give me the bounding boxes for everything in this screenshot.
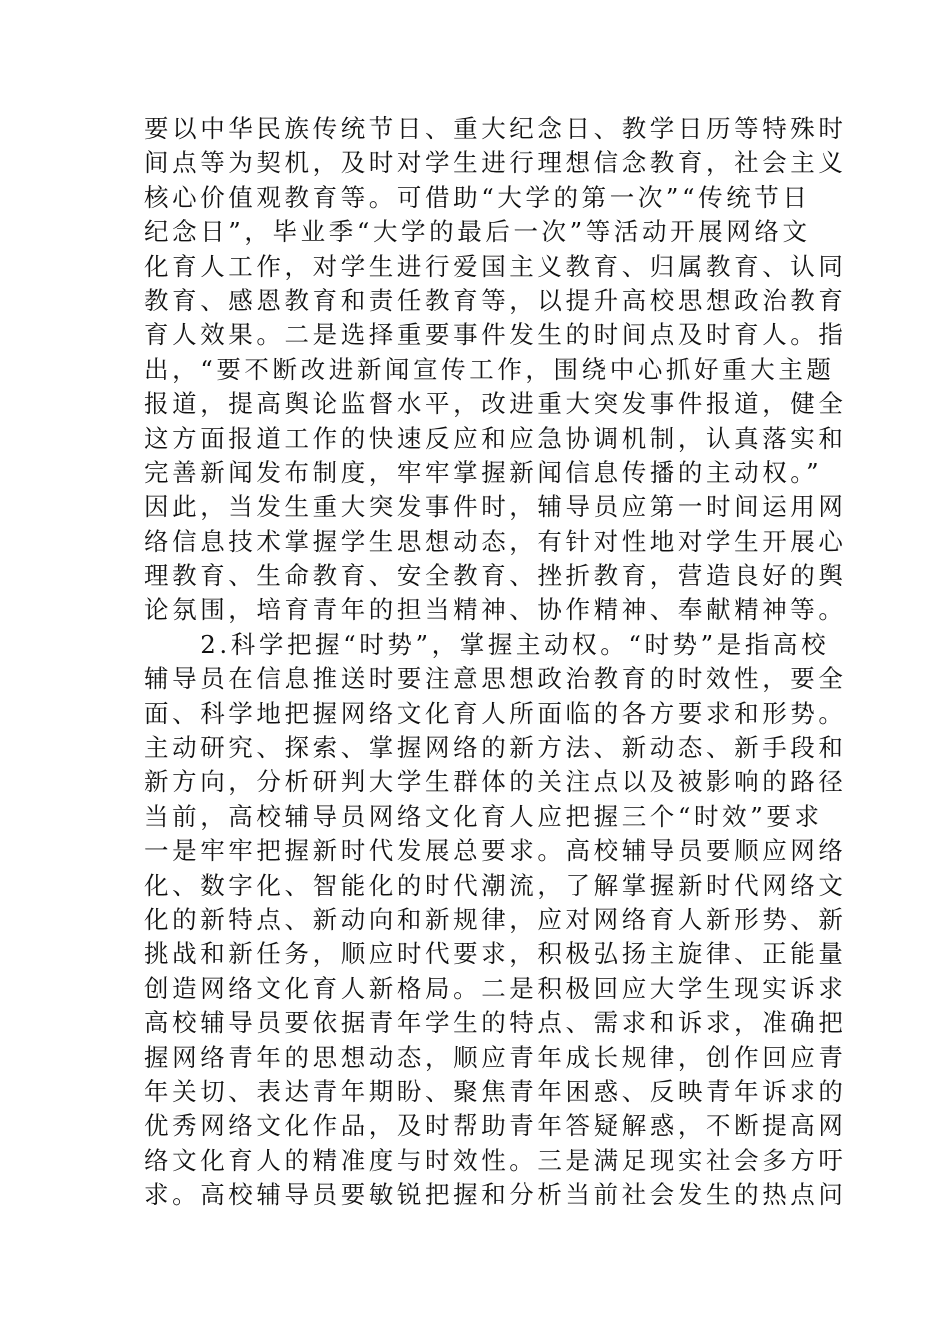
text-line: 优秀网络文化作品，及时帮助青年答疑解惑，不断提高网 [144, 1111, 847, 1141]
text-line: 间点等为契机，及时对学生进行理想信念教育，社会主义 [144, 148, 847, 178]
text-line: 络文化育人的精准度与时效性。三是满足现实社会多方吁 [144, 1145, 847, 1175]
text-line: 这方面报道工作的快速反应和应急协调机制，认真落实和 [144, 423, 847, 453]
text-line: 纪念日”，毕业季“大学的最后一次”等活动开展网络文 [144, 217, 811, 247]
text-line: 握网络青年的思想动态，顺应青年成长规律，创作回应青 [144, 1042, 847, 1072]
body-text [144, 112, 847, 1213]
text-line: 核心价值观教育等。可借助“大学的第一次”“传统节日 [144, 182, 811, 212]
text-line: 主动研究、探索、掌握网络的新方法、新动态、新手段和 [144, 733, 847, 763]
text-line: 教育、感恩教育和责任教育等，以提升高校思想政治教育 [144, 285, 847, 315]
text-line: 化、数字化、智能化的时代潮流，了解掌握新时代网络文 [144, 870, 847, 900]
text-line: 报道，提高舆论监督水平，改进重大突发事件报道，健全 [144, 389, 847, 419]
text-line: 创造网络文化育人新格局。二是积极回应大学生现实诉求 [144, 973, 847, 1003]
text-line: 育人效果。二是选择重要事件发生的时间点及时育人。指 [144, 320, 847, 350]
text-line: 当前，高校辅导员网络文化育人应把握三个“时效”要求 [144, 801, 823, 831]
text-line: 高校辅导员要依据青年学生的特点、需求和诉求，准确把 [144, 1008, 847, 1038]
text-line: 化育人工作，对学生进行爱国主义教育、归属教育、认同 [144, 251, 847, 281]
text-line: 出，“要不断改进新闻宣传工作，围绕中心抓好重大主题 [144, 354, 835, 384]
text-line: 一是牢牢把握新时代发展总要求。高校辅导员要顺应网络 [144, 836, 847, 866]
text-line: 络信息技术掌握学生思想动态，有针对性地对学生开展心 [144, 526, 847, 556]
text-line: 面、科学地把握网络文化育人所面临的各方要求和形势。 [144, 698, 847, 728]
text-line: 论氛围，培育青年的担当精神、协作精神、奉献精神等。 [144, 595, 847, 625]
text-line: 因此，当发生重大突发事件时，辅导员应第一时间运用网 [144, 492, 847, 522]
text-line: 完善新闻发布制度，牢牢掌握新闻信息传播的主动权。” [144, 457, 823, 487]
text-line: 辅导员在信息推送时要注意思想政治教育的时效性，要全 [144, 664, 847, 694]
text-line: 挑战和新任务，顺应时代要求，积极弘扬主旋律、正能量 [144, 939, 847, 969]
text-line: 理教育、生命教育、安全教育、挫折教育，营造良好的舆 [144, 561, 847, 591]
text-line: 求。高校辅导员要敏锐把握和分析当前社会发生的热点问 [144, 1180, 847, 1210]
text-line: 年关切、表达青年期盼、聚焦青年困惑、反映青年诉求的 [144, 1076, 847, 1106]
text-line: 要以中华民族传统节日、重大纪念日、教学日历等特殊时 [144, 114, 847, 143]
paragraph-start-line: 2.科学把握“时势”，掌握主动权。“时势”是指高校 [144, 629, 830, 659]
text-line: 新方向，分析研判大学生群体的关注点以及被影响的路径 [144, 767, 847, 797]
text-line: 化的新特点、新动向和新规律，应对网络育人新形势、新 [144, 904, 847, 934]
